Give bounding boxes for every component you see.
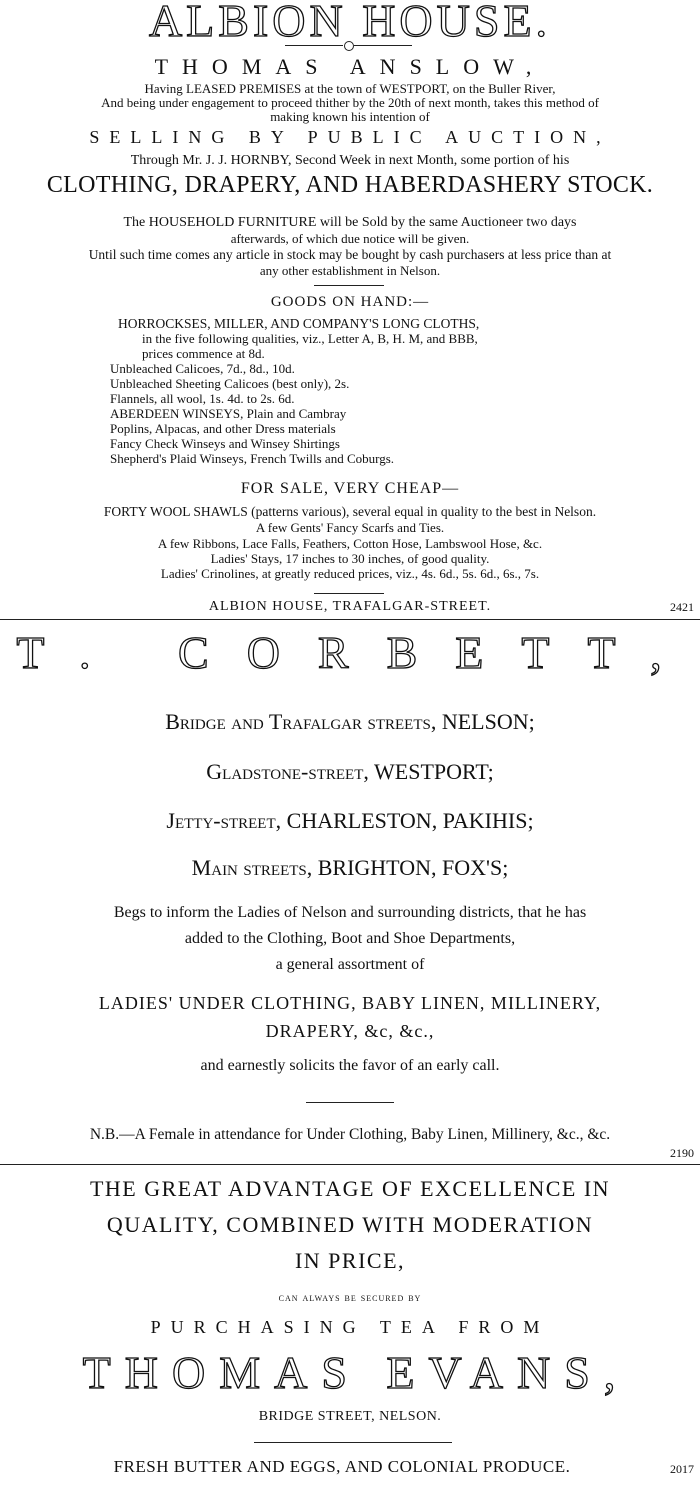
furniture-line-1: The HOUSEHOLD FURNITURE will be Sold by the same Auctioneer two days bbox=[123, 215, 577, 230]
sale-item: A few Ribbons, Lace Falls, Feathers, Cotton Hose, Lambswool Hose, &c. bbox=[157, 536, 543, 551]
location-line bbox=[0, 810, 700, 832]
sale-heading: FOR SALE, VERY CHEAP— bbox=[240, 480, 460, 497]
evans-headline: QUALITY, COMBINED WITH MODERATION bbox=[106, 1212, 594, 1237]
location-line bbox=[0, 761, 700, 783]
evans-produce: FRESH BUTTER AND EGGS, AND COLONIAL PRODUCE. bbox=[113, 1457, 571, 1476]
location-line bbox=[0, 711, 700, 733]
corbett-body-line: a general assortment of bbox=[275, 956, 425, 973]
until-line-1: Until such time comes any article in stock may be bought by cash purchasers at less price than at bbox=[88, 247, 612, 262]
corbett-items-line: DRAPERY, &c, &c., bbox=[265, 1021, 435, 1041]
section-rule bbox=[314, 285, 384, 286]
sale-item: FORTY WOOL SHAWLS (patterns various), several equal in quality to the best in Nelson. bbox=[103, 504, 597, 519]
albion-address: ALBION HOUSE, TRAFALGAR-STREET. bbox=[208, 599, 492, 614]
furniture-line-2: afterwards, of which due notice will be given. bbox=[230, 231, 470, 246]
auction-heading: SELLING BY PUBLIC AUCTION, bbox=[89, 127, 611, 147]
location-street: Bridge and Trafalgar streets, bbox=[165, 709, 437, 734]
goods-item: prices commence at 8d. bbox=[142, 346, 265, 361]
corbett-closing: and earnestly solicits the favor of an early call. bbox=[200, 1057, 500, 1074]
title-rule-right bbox=[354, 45, 412, 46]
location-town: CHARLESTON, PAKIHIS; bbox=[286, 808, 534, 833]
intro-line-2: And being under engagement to proceed thither by the 20th of next month, takes this method of bbox=[101, 95, 599, 110]
intro-line-3: making known his intention of bbox=[270, 109, 430, 124]
goods-item: HORROCKSES, MILLER, AND COMPANY'S LONG CLOTHS, bbox=[118, 316, 480, 331]
intro-line-1: Having LEASED PREMISES at the town of WESTPORT, on the Buller River, bbox=[144, 81, 556, 96]
advert-number: 2190 bbox=[670, 1146, 694, 1160]
sale-item: Ladies' Stays, 17 inches to 30 inches, of good quality. bbox=[210, 551, 490, 566]
albion-house-title: ALBION HOUSE. bbox=[148, 0, 552, 46]
advert-divider bbox=[0, 619, 700, 620]
goods-item: ABERDEEN WINSEYS, Plain and Cambray bbox=[110, 406, 347, 421]
advert-divider bbox=[0, 1164, 700, 1165]
goods-item: Unbleached Calicoes, 7d., 8d., 10d. bbox=[110, 361, 295, 376]
corbett-title: T. CORBETT, bbox=[16, 627, 700, 678]
goods-item: Flannels, all wool, 1s. 4d. to 2s. 6d. bbox=[110, 391, 295, 406]
location-line bbox=[0, 857, 700, 879]
goods-item: Poplins, Alpacas, and other Dress materials bbox=[110, 421, 336, 436]
evans-name: THOMAS EVANS, bbox=[82, 1347, 630, 1398]
until-line-2: any other establishment in Nelson. bbox=[259, 263, 441, 278]
evans-secured-line: can always be secured by bbox=[278, 1290, 422, 1304]
title-rule-left bbox=[285, 45, 343, 46]
title-rule-dot-ornament bbox=[344, 41, 354, 51]
corbett-nb: N.B.—A Female in attendance for Under Clothing, Baby Linen, Millinery, &c., &c. bbox=[89, 1126, 611, 1143]
location-town: WESTPORT; bbox=[374, 759, 494, 784]
location-street: Jetty-street, bbox=[166, 808, 282, 833]
advert-number: 2017 bbox=[670, 1462, 694, 1476]
location-street: Main streets, bbox=[191, 855, 313, 880]
section-rule bbox=[254, 1442, 452, 1443]
goods-item: in the five following qualities, viz., Letter A, B, H. M, and BBB, bbox=[142, 331, 478, 346]
corbett-body-line: Begs to inform the Ladies of Nelson and surrounding districts, that he has bbox=[113, 904, 587, 921]
section-rule bbox=[314, 593, 384, 594]
location-town: BRIGHTON, FOX'S; bbox=[317, 855, 509, 880]
location-street: Gladstone-street, bbox=[206, 759, 369, 784]
section-rule bbox=[306, 1102, 394, 1103]
sale-item: Ladies' Crinolines, at greatly reduced prices, viz., 4s. 6d., 5s. 6d., 6s., 7s. bbox=[160, 566, 540, 581]
stock-heading: CLOTHING, DRAPERY, AND HABERDASHERY STOCK. bbox=[46, 172, 654, 198]
evans-headline: THE GREAT ADVANTAGE OF EXCELLENCE IN bbox=[89, 1176, 611, 1201]
evans-headline: IN PRICE, bbox=[294, 1248, 406, 1273]
evans-address: BRIDGE STREET, NELSON. bbox=[258, 1409, 442, 1424]
corbett-items-line: LADIES' UNDER CLOTHING, BABY LINEN, MILLINERY, bbox=[98, 993, 602, 1013]
location-town: NELSON; bbox=[441, 709, 535, 734]
advert-number: 2421 bbox=[670, 600, 694, 614]
proprietor-name: THOMAS ANSLOW, bbox=[154, 54, 546, 79]
corbett-body-line: added to the Clothing, Boot and Shoe Departments, bbox=[184, 930, 516, 947]
goods-item: Unbleached Sheeting Calicoes (best only), 2s. bbox=[110, 376, 350, 391]
goods-item: Shepherd's Plaid Winseys, French Twills and Coburgs. bbox=[110, 451, 395, 466]
goods-heading: GOODS ON HAND:— bbox=[270, 294, 430, 310]
sale-item: A few Gents' Fancy Scarfs and Ties. bbox=[255, 520, 445, 535]
goods-item: Fancy Check Winseys and Winsey Shirtings bbox=[110, 436, 340, 451]
evans-purchasing-line: PURCHASING TEA FROM bbox=[150, 1317, 550, 1337]
auctioneer-line: Through Mr. J. J. HORNBY, Second Week in next Month, some portion of his bbox=[130, 153, 570, 168]
